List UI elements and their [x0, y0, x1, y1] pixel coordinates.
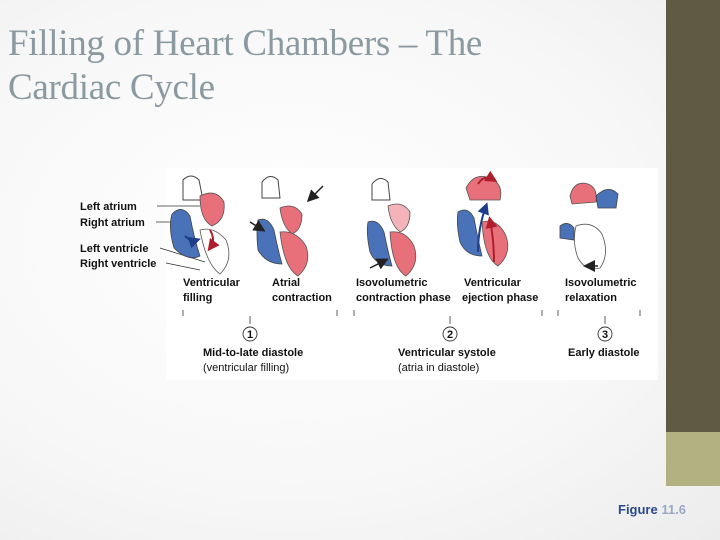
- title-line-2: Cardiac Cycle: [8, 67, 215, 108]
- heart-ventricular-ejection: [457, 176, 507, 266]
- phase-4-line-1: Ventricular: [464, 277, 521, 289]
- heart-isovolumetric-relaxation: [560, 183, 618, 269]
- figure-number: 11.6: [661, 502, 686, 517]
- heart-isovolumetric-contraction: [367, 178, 415, 276]
- leader-line: [166, 263, 200, 270]
- heart-ventricular-filling: [170, 176, 229, 274]
- label-right-atrium: Right atrium: [80, 217, 145, 229]
- phase-2-line-1: Atrial: [272, 277, 301, 289]
- phase-5-line-1: Isovolumetric: [565, 277, 637, 289]
- stage-2-line-2: (atria in diastole): [398, 362, 480, 374]
- heart-atrial-contraction: [250, 176, 323, 276]
- phase-5-line-2: relaxation: [565, 292, 617, 304]
- stage-1-line-2: (ventricular filling): [203, 362, 290, 374]
- stage-3-line-1: Early diastole: [568, 347, 640, 359]
- figure-caption: [618, 502, 686, 517]
- stage-3-number: 3: [601, 329, 609, 341]
- stage-2-number: 2: [446, 329, 454, 341]
- phase-3-line-1: Isovolumetric: [356, 277, 428, 289]
- figure-label-text: Figure: [618, 502, 658, 517]
- phase-4-line-2: ejection phase: [462, 292, 539, 304]
- stage-1-marker: [243, 327, 257, 341]
- stage-1-number: 1: [246, 329, 254, 341]
- stage-2-line-1: Ventricular systole: [398, 347, 496, 359]
- phase-2-line-2: contraction: [272, 292, 332, 304]
- phase-1-line-1: Ventricular: [183, 277, 240, 289]
- label-left-atrium: Left atrium: [80, 201, 137, 213]
- label-right-ventricle: Right ventricle: [80, 258, 157, 270]
- phase-1-line-2: filling: [183, 292, 213, 304]
- title-line-1: Filling of Heart Chambers – The: [8, 23, 483, 64]
- stage-2-marker: [443, 327, 457, 341]
- timeline-ticks: [183, 310, 640, 324]
- stage-1-line-1: Mid-to-late diastole: [203, 347, 304, 359]
- stage-3-marker: [598, 327, 612, 341]
- label-left-ventricle: Left ventricle: [80, 243, 149, 255]
- phase-3-line-2: contraction phase: [356, 292, 451, 304]
